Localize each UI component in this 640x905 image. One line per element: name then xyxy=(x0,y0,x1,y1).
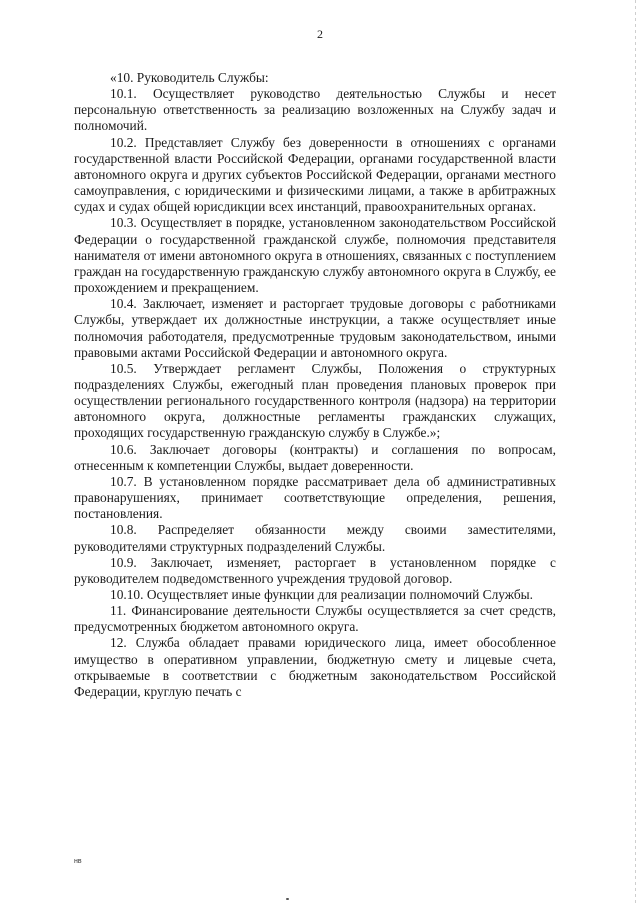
paragraph-10-9: 10.9. Заключает, изменяет, расторгает в установленном порядке с руководителем подведомственного учреждения трудовой договор. xyxy=(74,554,556,586)
paragraph-10-6: 10.6. Заключает договоры (контракты) и соглашения по вопросам, отнесенным к компетенции Службы, выдает доверенности. xyxy=(74,441,556,473)
paragraph-10-10: 10.10. Осуществляет иные функции для реализации полномочий Службы. xyxy=(110,587,534,602)
footer-initials: нв xyxy=(74,858,82,865)
scan-speck xyxy=(286,898,289,900)
paragraph-10-7: 10.7. В установленном порядке рассматривает дела об административных правонарушениях, принимает соответствующие определения, решения, постановления. xyxy=(74,473,556,522)
page-number: 2 xyxy=(317,27,323,41)
paragraph-12: 12. Служба обладает правами юридического лица, имеет обособленное имущество в оперативном управлении, бюджетную смету и лицевые счета, открываемые в соответствии с бюджетным законодательством Российской Федерации, круглую печать с xyxy=(74,635,556,699)
paragraph-10-5: 10.5. Утверждает регламент Службы, Положения о структурных подразделениях Службы, ежегодный план проведения плановых проверок при осуществлении регионального государственного контроля (надзора) на территории автономного округа, должностные регламенты гражданских служащих, проходящих государственную гражданскую службу в Службе.»; xyxy=(74,360,556,441)
paragraph-10-1: 10.1. Осуществляет руководство деятельностью Службы и несет персональную ответственность за реализацию возложенных на Службу задач и полномочий. xyxy=(74,86,556,134)
document-body xyxy=(74,70,556,700)
paragraph-10-4: 10.4. Заключает, изменяет и расторгает трудовые договоры с работниками Службы, утверждает их должностные инструкции, а также осуществляет иные полномочия работодателя, предусмотренные трудовым законодательством, иными правовыми актами Российской Федерации и автономного округа. xyxy=(74,296,556,360)
paragraph-10-8: 10.8. Распределяет обязанности между своими заместителями, руководителями структурных подразделений Службы. xyxy=(74,522,556,554)
paragraph-10-3: 10.3. Осуществляет в порядке, установленном законодательством Российской Федерации о государственной гражданской службе, полномочия представителя нанимателя от имени автономного округа в отношениях, связанных с поступлением граждан на государственную гражданскую службу автономного округа в Службу, ее прохождением и прекращением. xyxy=(74,215,556,296)
paragraph-11: 11. Финансирование деятельности Службы осуществляется за счет средств, предусмотренных бюджетом автономного округа. xyxy=(74,603,556,635)
scan-edge-line xyxy=(635,0,636,905)
paragraph-10-2: 10.2. Представляет Службу без доверенности в отношениях с органами государственной власти Российской Федерации, органами государственной власти автономного округа и других субъектов Российской Федерации, органами местного самоуправления, с юридическими и физическими лицами, а также в арбитражных судах и судах общей юрисдикции всех инстанций, правоохранительных органах. xyxy=(74,134,556,215)
paragraph-10-heading: «10. Руководитель Службы: xyxy=(110,70,269,85)
